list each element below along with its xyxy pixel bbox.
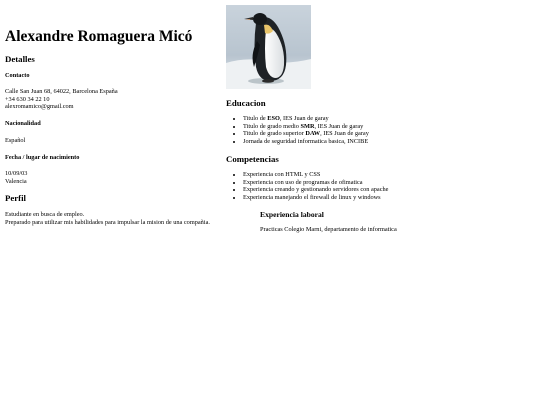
competencias-item: • Experiencia manejando el firewall de linux y windows [243, 194, 388, 202]
competencias-list [226, 171, 388, 201]
perfil-text [5, 211, 210, 226]
detalles-heading: Detalles [5, 54, 35, 64]
nacimiento-block [5, 170, 27, 185]
birth-date: 10/09/03 [5, 170, 28, 177]
educacion-list [226, 115, 369, 145]
educacion-item: • Titulo de grado superior DAW, IES Juan de garay [243, 130, 369, 138]
contact-phone: +34 630 34 22 10 [5, 95, 50, 103]
contacto-heading: Contacto [5, 72, 30, 79]
competencias-item: • Experiencia con HTML y CSS [243, 171, 388, 179]
birth-place: Valencia [5, 177, 27, 185]
educacion-heading: Educacion [226, 98, 266, 108]
penguin-photo [226, 5, 311, 89]
perfil-heading: Perfil [5, 193, 26, 203]
nacimiento-heading: Fecha / lugar de nacimiento [5, 154, 80, 161]
competencias-item: • Experiencia con uso de programas de ofimatica [243, 179, 388, 187]
contact-block [5, 88, 118, 111]
perfil-line-1: Estudiante en busca de empleo. [5, 211, 85, 218]
resume-name: Alexandre Romaguera Micó [5, 28, 193, 45]
perfil-line-2: Preparado para utilizar mis habilidades para impulsar la mision de una compañia. [5, 218, 210, 226]
nacionalidad-heading: Nacionalidad [5, 120, 41, 127]
contact-email[interactable]: alexromamico@gmail.com [5, 103, 74, 111]
competencias-item: • Experiencia creando y gestionando servidores con apache [243, 186, 388, 194]
experiencia-heading: Experiencia laboral [260, 210, 324, 219]
penguin-image [226, 5, 311, 89]
competencias-heading: Competencias [226, 154, 279, 164]
contact-address: Calle San Juan 68, 64022, Barcelona España [5, 88, 118, 95]
experiencia-item: Practicas Colegio Marni, departamento de informatica [260, 226, 397, 233]
educacion-item: • Titulo de grado medio SMR, IES Juan de garay [243, 123, 369, 131]
educacion-item: • Titulo de ESO, IES Juan de garay [243, 115, 369, 123]
educacion-item: • Jornada de seguridad informatica basica, INCIBE [243, 138, 369, 146]
nacionalidad-value: Español [5, 137, 26, 144]
